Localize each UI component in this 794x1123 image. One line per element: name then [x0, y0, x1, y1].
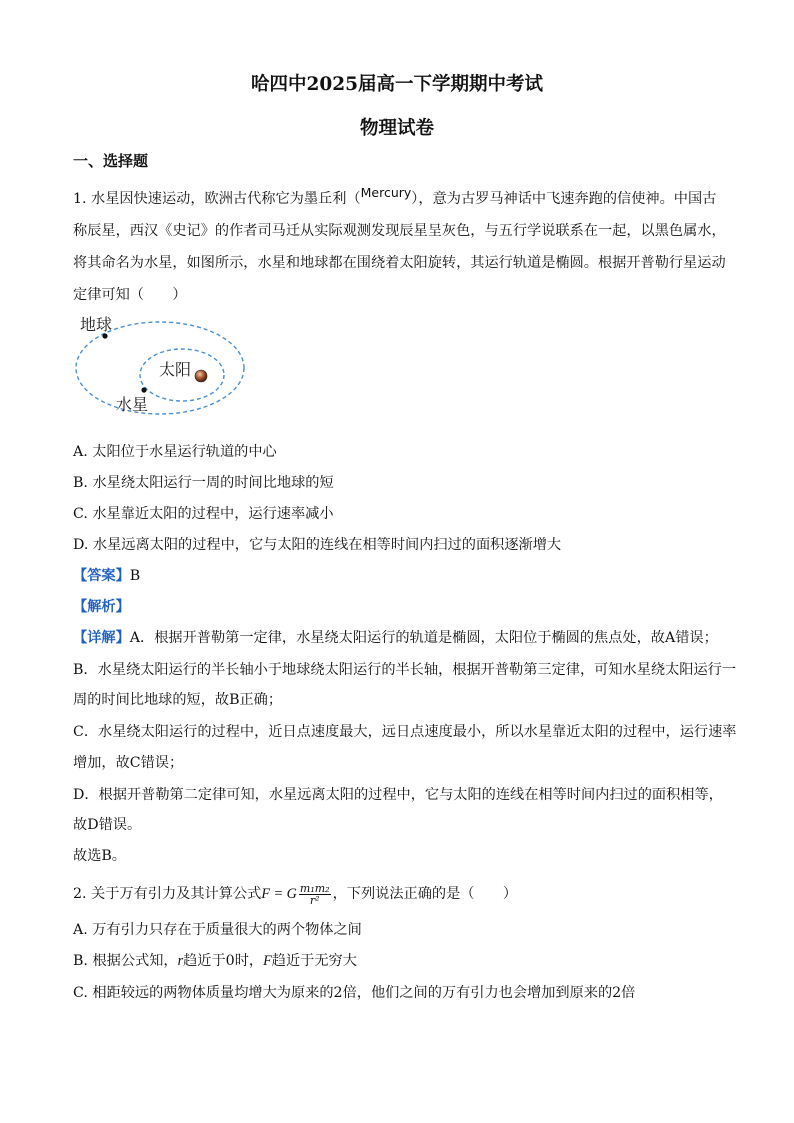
formula-denominator: r²	[309, 893, 320, 907]
q1-detail-line3: 周的时间比地球的短，故B正确；	[73, 692, 283, 708]
answer-tag: 【答案】	[73, 568, 130, 584]
mercury-dot	[141, 387, 146, 392]
q1-stem-a: 1. 水星因快速运动，欧洲古代称它为墨丘利（	[73, 191, 361, 207]
q1-answer	[73, 566, 140, 586]
q1-stem-line3: 将其命名为水星，如图所示，水星和地球都在围绕着太阳旋转，其运行轨道是椭圆。根据开普勒行星运动	[73, 255, 726, 271]
q2-optb-r: r	[177, 953, 184, 969]
sun-label: 太阳	[159, 360, 192, 379]
q1-option-c: C. 水星靠近太阳的过程中，运行速率减小	[73, 506, 334, 522]
q1-detail-line6: D．根据开普勒第二定律可知，水星远离太阳的过程中，它与太阳的连线在相等时间内扫过的面积相等，	[73, 787, 723, 803]
q1-stem-line4: 定律可知（ ）	[73, 287, 187, 303]
formula-fraction	[299, 883, 331, 906]
sun-icon	[195, 370, 207, 382]
q1-conclusion: 故选B。	[73, 848, 126, 864]
q1-detail-line2: B．水星绕太阳运行的半长轴小于地球绕太阳运行的半长轴，根据开普勒第三定律，可知水星绕太阳运行一	[73, 662, 737, 678]
formula-lhs: F = G	[261, 886, 297, 902]
detail-tag: 【详解】	[73, 630, 130, 646]
q1-stem-mercury: Mercury	[360, 185, 412, 200]
q1-stem-line1	[73, 185, 717, 209]
detail-text-a: A．根据开普勒第一定律，水星绕太阳运行的轨道是椭圆，太阳位于椭圆的焦点处，故A错误；	[129, 630, 718, 646]
analysis-tag: 【解析】	[73, 599, 130, 615]
section-heading: 一、选择题	[73, 152, 149, 170]
formula-numerator: m₁m₂	[299, 881, 330, 895]
q1-stem-b: ），意为古罗马神话中飞速奔跑的信使神。中国古	[411, 191, 717, 207]
q1-option-d: D. 水星远离太阳的过程中，它与太阳的连线在相等时间内扫过的面积逐渐增大	[73, 537, 562, 553]
q1-detail-line1	[73, 628, 718, 648]
mercury-label: 水星	[116, 395, 149, 414]
q2-option-c: C. 相距较远的两物体质量均增大为原来的2倍，他们之间的万有引力也会增加到原来的2倍	[73, 985, 636, 1001]
q1-option-b: B. 水星绕太阳运行一周的时间比地球的短	[73, 475, 334, 491]
q2-optb-c: 趋近于无穷大	[271, 953, 357, 969]
q2-option-a: A. 万有引力只存在于质量很大的两个物体之间	[73, 922, 362, 938]
q1-analysis	[73, 597, 130, 617]
earth-label: 地球	[80, 315, 113, 334]
q1-detail-line7: 故D错误。	[73, 817, 142, 833]
q2-stem-a: 2. 关于万有引力及其计算公式	[73, 886, 262, 902]
answer-value: B	[129, 568, 141, 584]
q2-optb-a: B. 根据公式知，	[73, 953, 178, 969]
q1-option-a: A. 太阳位于水星运行轨道的中心	[73, 444, 277, 460]
q2-stem	[73, 880, 517, 908]
orbit-diagram	[70, 312, 260, 422]
exam-subtitle: 物理试卷	[359, 118, 434, 139]
q1-detail-line5: 增加，故C错误；	[73, 755, 184, 771]
q2-option-b	[73, 951, 357, 971]
q1-stem-line2: 称辰星，西汉《史记》的作者司马迁从实际观测发现辰星呈灰色，与五行学说联系在一起，以黑色属水，	[73, 223, 726, 239]
q2-optb-b: 趋近于0时，	[183, 953, 264, 969]
q2-stem-b: ，下列说法正确的是（ ）	[332, 886, 518, 902]
q2-optb-f: F	[263, 953, 272, 969]
exam-title: 哈四中2025届高一下学期期中考试	[251, 74, 543, 95]
q1-detail-line4: C．水星绕太阳运行的过程中，近日点速度最大，远日点速度最小，所以水星靠近太阳的过程中，运行速率	[73, 724, 737, 740]
earth-dot	[102, 333, 107, 338]
